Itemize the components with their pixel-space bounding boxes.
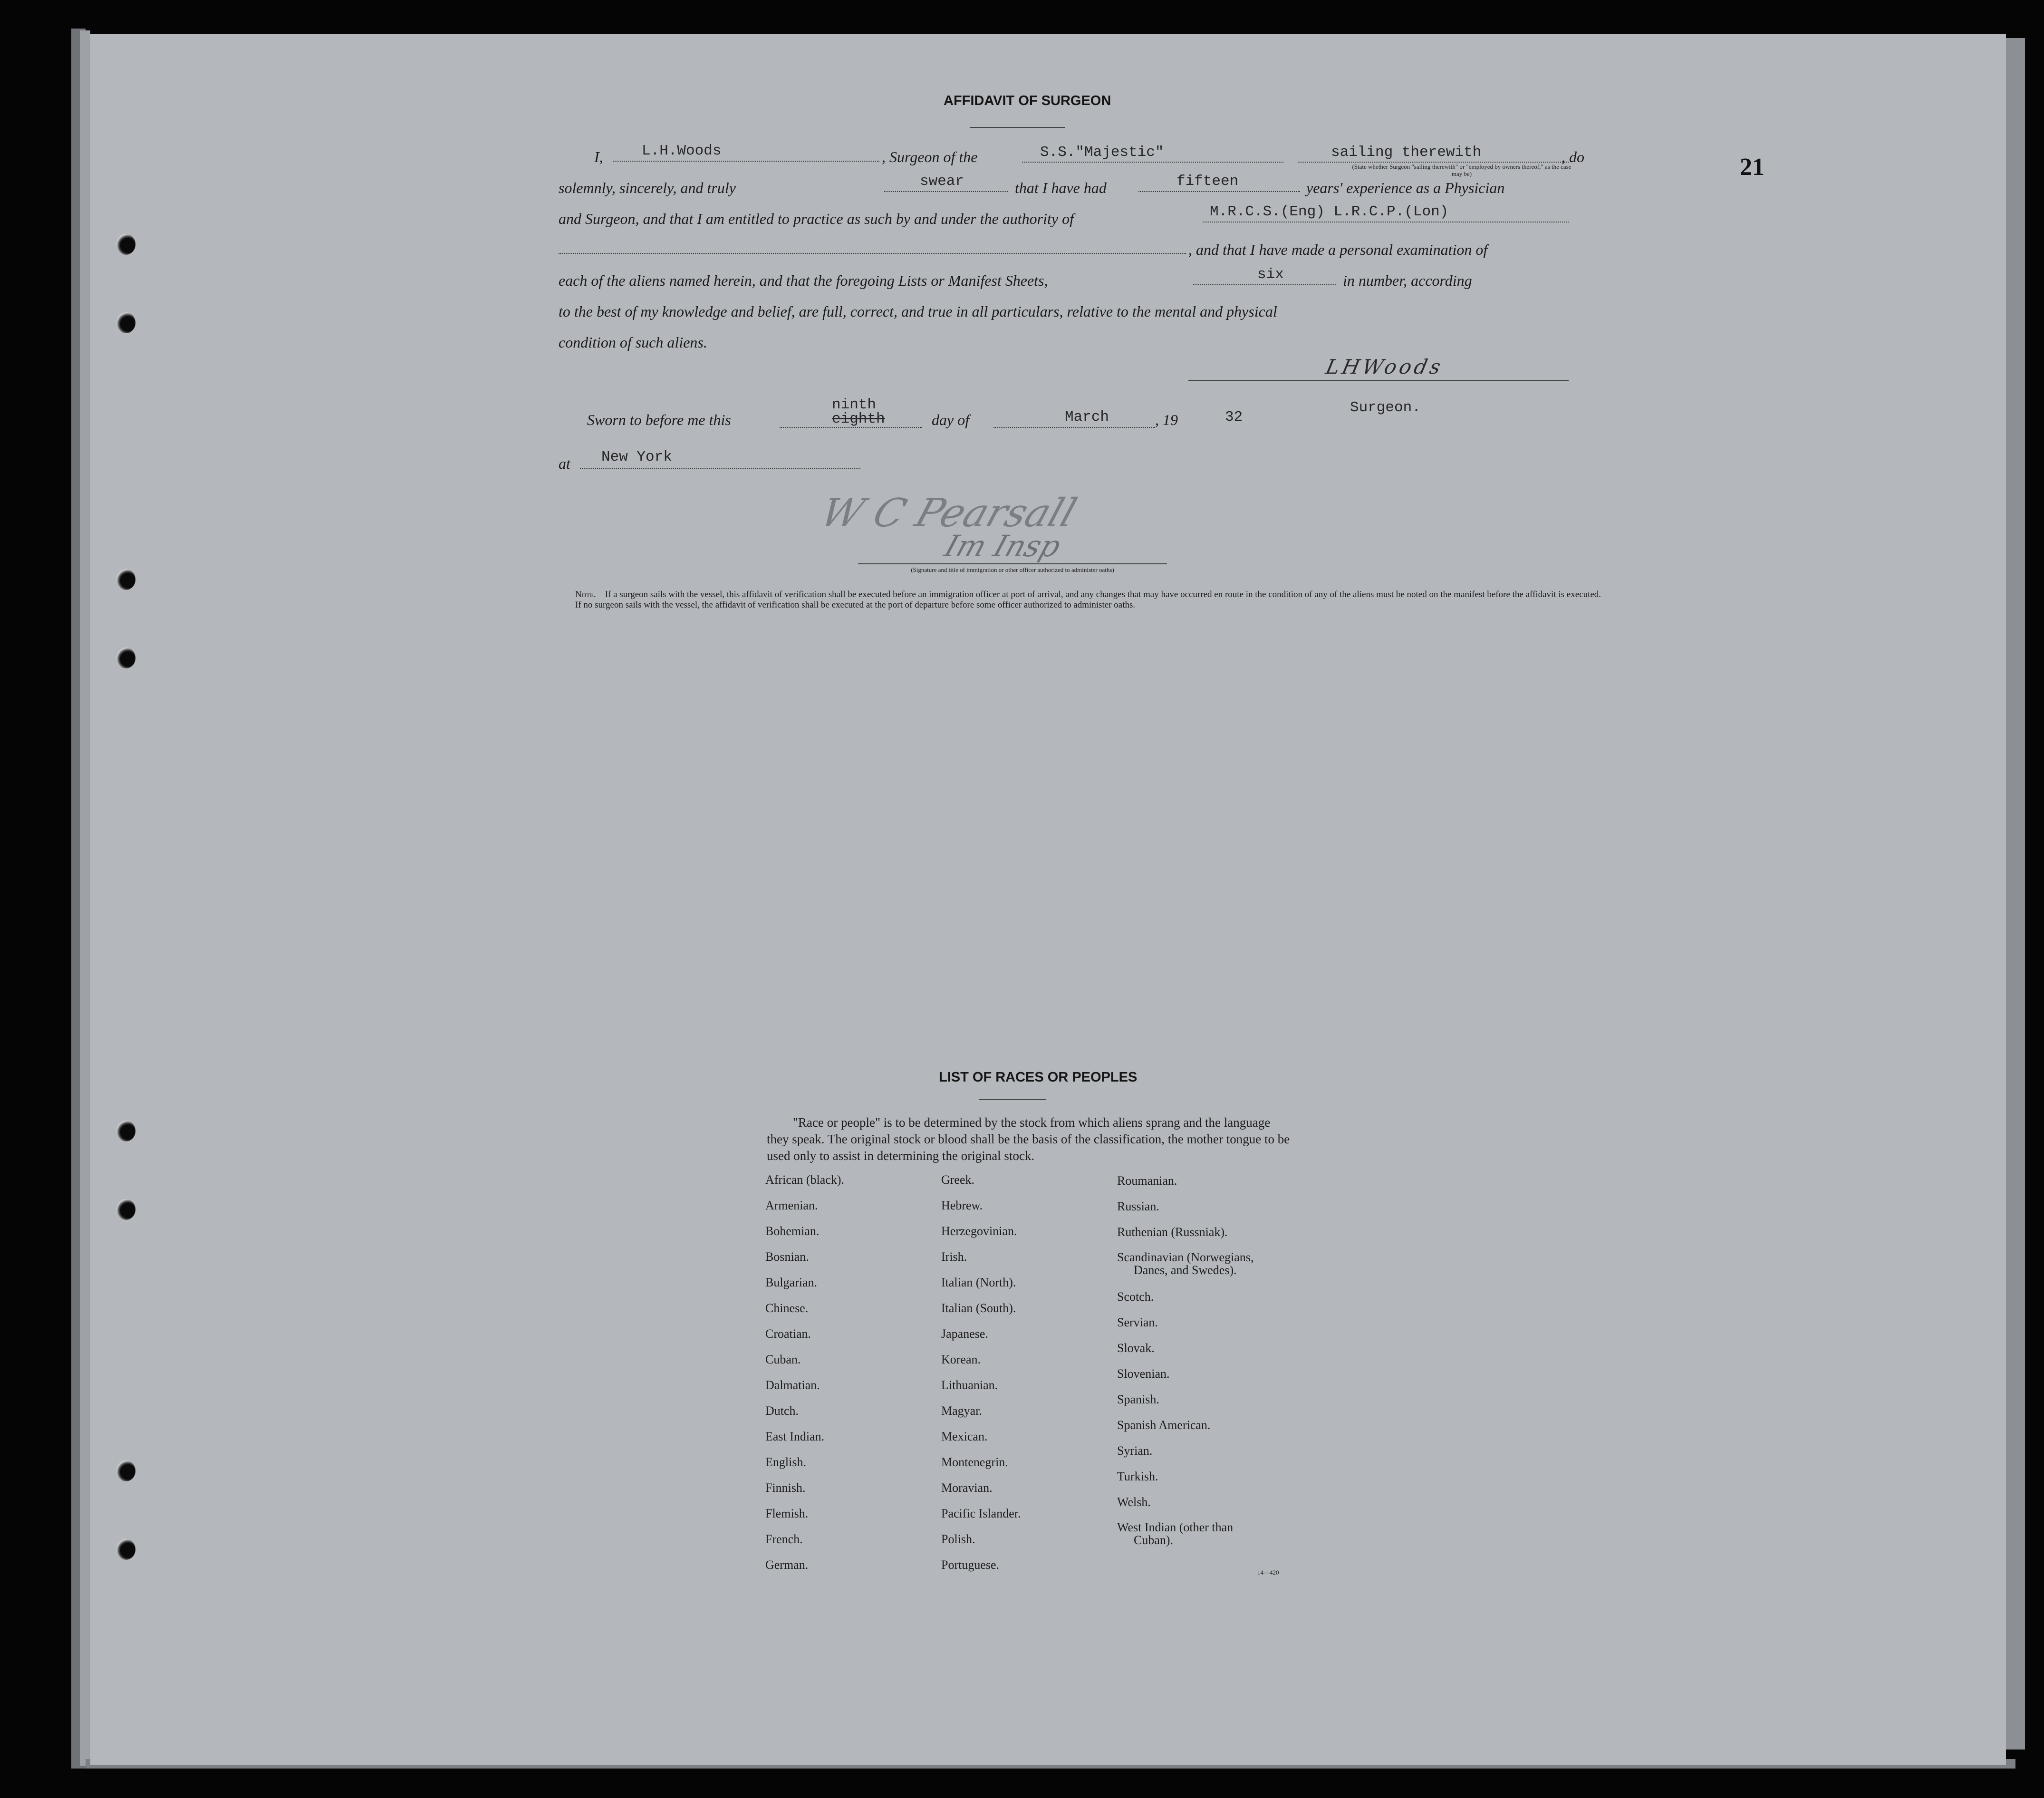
races-rule [979,1099,1046,1100]
race-item: Montenegrin. [941,1455,1008,1469]
fill-line [780,427,922,428]
binder-hole [116,1539,135,1560]
race-item: English. [765,1455,806,1469]
sworn-day: ninth [832,396,877,413]
race-item [1117,1341,1253,1367]
binder-hole [116,234,135,255]
surgeon-name: L.H.Woods [642,143,722,159]
sheet-count: six [1257,266,1284,283]
race-item-line: Cuban). [1134,1533,1174,1547]
race-item: Bulgarian. [765,1276,818,1289]
officer-title-signature: Im Insp [940,529,1065,563]
binder-hole [116,648,135,668]
at-label: at [559,455,570,472]
race-item: Chinese. [765,1301,809,1315]
manifest-page [90,34,2006,1765]
binder-hole [116,1199,135,1220]
fill-line [1193,284,1336,285]
race-item: Dutch. [765,1404,799,1418]
sworn-b: day of [932,411,970,428]
sworn-month: March [1065,409,1109,425]
race-item: Dalmatian. [765,1378,820,1392]
officer-signature: W C Pearsall [815,491,1082,536]
race-item: Japanese. [941,1327,988,1341]
line1-surgeon-of: , Surgeon of the [882,148,978,165]
race-item-line: Scandinavian (Norwegians, [1117,1250,1254,1264]
oath-verb: swear [920,173,964,190]
surgeon-capacity: sailing therewith [1331,144,1482,161]
fill-line [1138,191,1300,192]
sworn-place: New York [601,449,672,465]
race-item-line: Welsh. [1117,1495,1151,1509]
fill-line [559,253,1186,254]
race-item [1117,1495,1253,1521]
capacity-hint: (State whether Surgeon "sailing therewith" or "employed by owners thereof," as the case may be) [1352,163,1572,177]
race-item [1117,1225,1253,1251]
race-item [1117,1469,1253,1495]
note-1: —If a surgeon sails with the vessel, this affidavit of verification shall be executed before an immigration officer at port of arrival, and any changes that may have occurred en route in the condition of any of the aliens must be noted on the manifest before the affidavit is executed. [596,590,1601,599]
surgeon-label: Surgeon. [1350,399,1421,416]
race-item-line: Danes, and Swedes). [1134,1263,1237,1277]
race-item [1117,1315,1253,1341]
line5-b: in number, according [1343,272,1472,289]
race-item: Cuban. [765,1353,801,1366]
races-col-2 [941,1173,1021,1584]
race-item: Magyar. [941,1404,982,1418]
binder-hole [116,312,135,333]
page-number: 21 [1740,154,1764,181]
race-item [1117,1392,1253,1418]
signature-line [1188,380,1569,381]
sworn-c: , 19 [1155,411,1178,428]
race-item: Moravian. [941,1481,993,1495]
race-item-line: Roumanian. [1117,1174,1177,1188]
race-item-line: Russian. [1117,1199,1159,1213]
authority: M.R.C.S.(Eng) L.R.C.P.(Lon) [1210,203,1449,220]
fill-line [884,191,1008,192]
years-experience: fifteen [1176,173,1239,190]
race-item: Bosnian. [765,1250,809,1264]
line5-a: each of the aliens named herein, and that the foregoing Lists or Manifest Sheets, [559,272,1048,289]
race-item: Italian (North). [941,1276,1016,1289]
race-item [1117,1418,1253,1444]
race-item: Flemish. [765,1507,809,1520]
race-item [1117,1251,1253,1290]
race-item: African (black). [765,1173,845,1187]
race-item: East Indian. [765,1430,825,1443]
race-item-line: Slovenian. [1117,1367,1170,1381]
affidavit-note [556,590,1602,610]
race-item [1117,1367,1253,1392]
title-rule [970,127,1065,128]
surgeon-signature: LHWoods [1323,355,1446,378]
line1-i: I, [594,148,603,165]
race-item [1117,1199,1253,1225]
officer-caption: (Signature and title of immigration or other officer authorized to administer oaths) [911,566,1114,573]
race-item-line: Spanish. [1117,1392,1159,1406]
sworn-day-struck: eighth [832,411,885,427]
binder-hole [116,569,135,590]
race-item: Korean. [941,1353,981,1366]
race-item-line: Spanish American. [1117,1418,1211,1432]
race-item: Hebrew. [941,1199,983,1212]
race-item [1117,1521,1253,1549]
ship-name: S.S."Majestic" [1040,144,1164,161]
fill-line [1298,162,1569,163]
officer-line [858,563,1167,564]
race-item-line: Slovak. [1117,1341,1155,1355]
races-col-1 [765,1173,844,1584]
race-item: Portuguese. [941,1558,1000,1572]
race-item: Greek. [941,1173,975,1187]
race-item-line: Scotch. [1117,1290,1154,1304]
note-lead: Note. [575,590,596,599]
race-item: Finnish. [765,1481,806,1495]
race-item: Polish. [941,1532,975,1546]
races-col-3 [1117,1174,1253,1549]
binder-hole [116,1121,135,1141]
affidavit-title: AFFIDAVIT OF SURGEON [944,93,1111,108]
race-item: Irish. [941,1250,967,1264]
race-item [1117,1290,1253,1315]
sworn-a: Sworn to before me this [587,411,731,428]
race-item: German. [765,1558,809,1572]
race-item: Pacific Islander. [941,1507,1021,1520]
races-title: LIST OF RACES OR PEOPLES [939,1070,1138,1085]
line4-a: , and that I have made a personal examination of [1188,241,1488,258]
race-item-line: Servian. [1117,1315,1158,1329]
race-item-line: Turkish. [1117,1469,1158,1483]
form-number: 14—420 [1257,1569,1279,1576]
line2-b: that I have had [1015,179,1107,196]
line6: to the best of my knowledge and belief, are full, correct, and true in all particulars, relative to the mental and physical [559,303,1277,320]
line2-a: solemnly, sincerely, and truly [559,179,736,196]
line1-do: , do [1562,148,1584,165]
race-item [1117,1444,1253,1469]
race-item: Italian (South). [941,1301,1016,1315]
sworn-year: 32 [1225,409,1243,425]
binder-hole [116,1460,135,1481]
page-edge-left-2 [80,30,90,1766]
fill-line [580,468,860,469]
race-item-line: Ruthenian (Russniak). [1117,1225,1228,1239]
race-item: Mexican. [941,1430,988,1443]
race-item-line: West Indian (other than [1117,1520,1234,1534]
note-2: If no surgeon sails with the vessel, the affidavit of verification shall be executed at the port of departure before some officer authorized to administer oaths. [575,599,1136,610]
line2-c: years' experience as a Physician [1306,179,1505,196]
race-item: Armenian. [765,1199,818,1212]
fill-line [993,427,1155,428]
line3-a: and Surgeon, and that I am entitled to practice as such by and under the authority of [559,210,1074,227]
races-intro: "Race or people" is to be determined by the stock from which aliens sprang and the language they speak. The original stock or blood shall be the basis of the classification, the mother tongue to be used only to assist in determining the original stock. [767,1115,1290,1163]
race-item: Croatian. [765,1327,811,1341]
line7: condition of such aliens. [559,334,707,351]
fill-line [1022,162,1283,163]
race-item: Herzegovinian. [941,1224,1017,1238]
race-item: Bohemian. [765,1224,820,1238]
race-item: French. [765,1532,803,1546]
race-item-line: Syrian. [1117,1444,1153,1458]
race-item [1117,1174,1253,1199]
fill-line [613,161,879,162]
race-item: Lithuanian. [941,1378,998,1392]
